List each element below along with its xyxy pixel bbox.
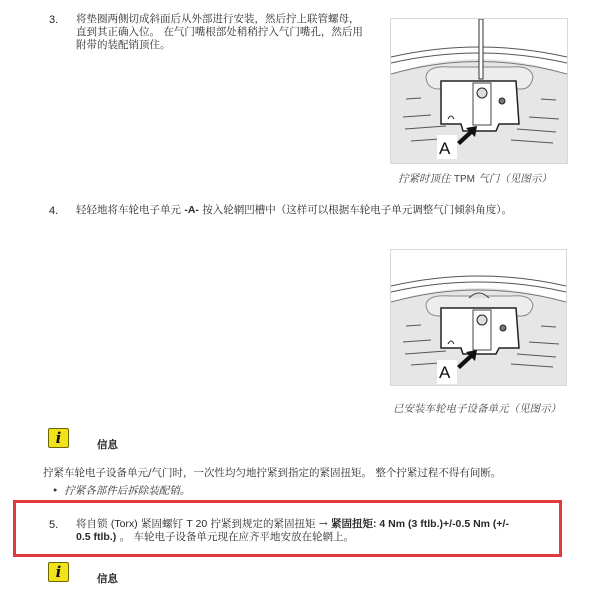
caption-part-3: 气门（见图示）	[474, 173, 552, 185]
figure-1-caption	[398, 171, 552, 186]
step-5-line-2	[76, 531, 509, 544]
caption-tpm: TPM	[453, 174, 475, 185]
step-4-text-a: 轻轻地将车轮电子单元	[76, 204, 185, 216]
step-4-number: 4.	[49, 205, 59, 217]
step-5-line-1	[76, 518, 509, 531]
step-5-seg-c: 紧固螺钉	[137, 518, 187, 530]
info-icon-2: i	[48, 562, 69, 582]
info-title: 信息	[97, 439, 118, 451]
bullet-dot: •	[52, 485, 59, 497]
figure-unit-installed	[390, 249, 567, 386]
figure-1-label-a: A	[439, 139, 451, 158]
step-5-seg-e: 拧紧到规定的紧固扭矩 →	[207, 518, 332, 530]
step-4-bold-a: -A-	[184, 204, 199, 216]
info-title-2: 信息	[97, 573, 118, 585]
step-3-number: 3.	[49, 14, 59, 26]
step-5-torx: (Torx)	[110, 518, 138, 530]
tpm-valve-illustration	[391, 19, 567, 163]
step-3-line-2: 直到其正确入位。 在气门嘴根部处稍稍拧入气门嘴孔，然后用	[76, 26, 363, 38]
wheel-unit-illustration	[391, 250, 566, 385]
step-4-text	[76, 204, 512, 217]
info-bullet-item	[52, 483, 190, 498]
step-3-line-3: 附带的装配销顶住。	[76, 39, 171, 51]
step-3-line-1: 将垫圈两侧切成斜面后从外部进行安装，然后拧上联管螺母，	[76, 13, 360, 25]
step-5-torque-spec: 紧固扭矩: 4 Nm (3 ftlb.)+/-0.5 Nm (+/-	[331, 518, 509, 530]
figure-2-label-a: A	[439, 363, 451, 382]
figure-valve-hold	[390, 18, 568, 164]
step-5-seg-rest: 。 车轮电子设备单元现在应齐平地安放在轮辋上。	[116, 531, 354, 543]
step-5-torque-spec-cont: 0.5 ftlb.)	[76, 531, 117, 543]
info-icon: i	[48, 428, 69, 448]
bullet-text: 拧紧各部件后拆除装配销。	[64, 485, 191, 497]
step-5-number: 5.	[49, 519, 59, 531]
step-3-text	[76, 13, 381, 52]
step-4-text-b: 按入轮辋凹槽中（这样可以根据车轮电子单元调整气门倾斜角度）。	[198, 204, 513, 216]
step-5-text	[76, 518, 509, 544]
figure-2-caption: 已安装车轮电子设备单元（见图示）	[393, 403, 561, 415]
caption-part-1: 拧紧时顶住	[398, 173, 454, 185]
step-5-t20: T 20	[186, 518, 208, 530]
info-text: 拧紧车轮电子设备单元/气门时，一次性均匀地拧紧到指定的紧固扭矩。 整个拧紧过程不得有间断。	[43, 467, 502, 479]
step-5-seg-a: 将自锁	[76, 518, 111, 530]
